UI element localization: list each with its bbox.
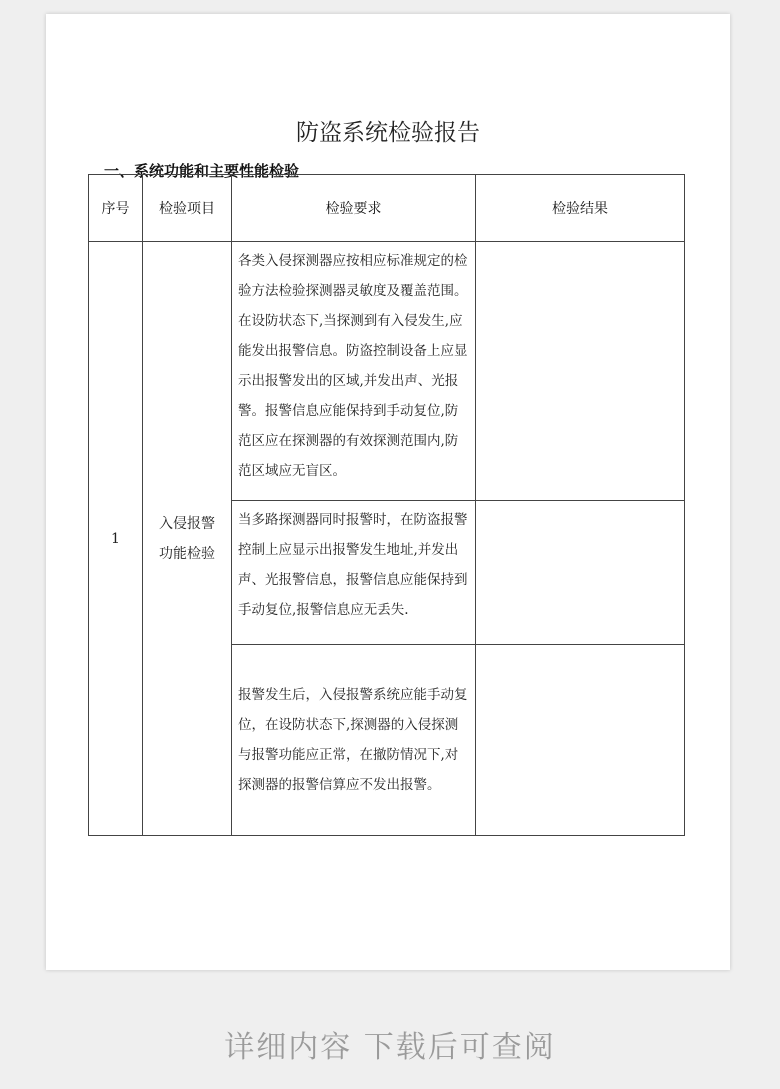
result-cell — [476, 501, 685, 645]
header-item: 检验项目 — [143, 175, 232, 242]
requirement-cell: 报警发生后，入侵报警系统应能手动复位，在设防状态下,探测器的入侵探测与报警功能应正常，在撤防情况下,对探测器的报警信算应不发出报警。 — [232, 645, 476, 836]
row-item-label: 入侵报警功能检验 — [159, 515, 215, 562]
result-cell — [476, 242, 685, 501]
requirement-cell: 当多路探测器同时报警时，在防盗报警控制上应显示出报警发生地址,并发出声、光报警信息，报警信息应能保持到手动复位,报警信息应无丢失. — [232, 501, 476, 645]
row-number: 1 — [89, 242, 143, 836]
table-row — [89, 242, 685, 501]
result-cell — [476, 645, 685, 836]
row-item — [143, 242, 232, 836]
header-requirement: 检验要求 — [232, 175, 476, 242]
requirement-cell: 各类入侵探测器应按相应标准规定的检验方法检验探测器灵敏度及覆盖范围。在设防状态下,当探测到有入侵发生,应能发出报警信息。防盗控制设备上应显示出报警发出的区域,并发出声、光报警。报警信息应能保持到手动复位,防范区应在探测器的有效探测范围内,防范区域应无盲区。 — [232, 242, 476, 501]
section-heading: 一、系统功能和主要性能检验 — [104, 162, 300, 180]
document-title: 防盗系统检验报告 — [296, 120, 480, 146]
document-page — [46, 14, 730, 970]
header-result: 检验结果 — [476, 175, 685, 242]
download-hint: 详细内容 下载后可查阅 — [224, 1030, 556, 1065]
inspection-table — [88, 174, 685, 836]
table-header-row — [89, 175, 685, 242]
header-number: 序号 — [89, 175, 143, 242]
